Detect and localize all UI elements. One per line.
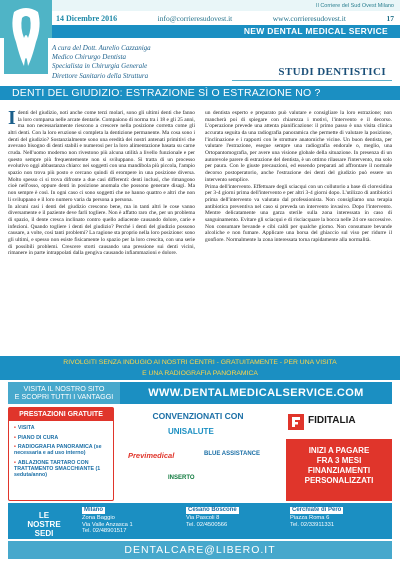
article-body — [8, 110, 392, 354]
free-services-list — [9, 421, 113, 485]
previmedical-logo: Previmedical — [128, 451, 175, 460]
location-card — [186, 507, 280, 537]
article-paragraph: Prima dell'intervento. Effettuare degli sciacqui con un collutorio a base di clorexidina per 3-4 giorni prima dell'intervento e per altri 3-4 giorni dopo. L'utilizzo di antibiotici prima dell'intervento va valutato dal professionista. Non consigliamo una terapia antibiotica preventiva nel caso si preveda un intervento invasivo. Dopo l'intervento. Mentre delicatamente una garza sterile sulla zona interessata in caso di sanguinamento. Evitare gli sciacqui e di risciacquare la bocca nelle 24 ore successive. Non consumare bevande e cibi caldi per qualche giorno. Non consumare bevande alcoliche e non fumare. Applicare una borsa del ghiaccio sul viso per ridurre il gonfiore. Normalmente la zona interessata torna rapidamente alla normalità. — [205, 183, 392, 243]
list-item-label: PIANO DI CURA — [17, 434, 59, 441]
visit-call-to-action-banner — [0, 356, 400, 380]
website-link[interactable]: WWW.DENTALMEDICALSERVICE.COM — [120, 382, 392, 404]
article-paragraph — [8, 110, 195, 203]
drop-cap: I — [8, 110, 16, 129]
article-paragraph: un dentista esperto e preparato può valutare e consigliare la loro estrazione; non mancherà poi di spiegare con chiarezza i motivi, l'intervento e il decorso. L'operazione prevede una attenta pianificazione: il primo passo è una visita clinica accurata seguita da una radiografia panoramica che permette di valutare la posizione, l'inclinazione e i rapporti con le strutture anatomiche vicine. Un buon dentista, per valutare l'estrazione, esegue sempre una radiografia endorale o, meglio, una Ortopantomografia, per avere una visione globale della situazione. In presenza di un autorevole parere di estrazione del dentista, è un ottimo rilassare l'intervento, ma solo per paura. Con le giuste precauzioni, ed essendo preparati ad affrontare il normale decorso postoperatorio, anche l'estrazione dei denti del giudizio può essere un intervento semplice. — [205, 110, 392, 183]
bullet-icon: • — [14, 459, 16, 466]
author-line: A cura del Dott. Aurelio Cazzaniga — [52, 44, 151, 52]
header-info-row — [52, 11, 400, 25]
unisalute-logo: UNISALUTE — [168, 427, 214, 436]
author-line: Direttore Sanitario della Struttura — [52, 71, 149, 80]
author-line: Medico Chirurgo Dentista — [52, 53, 127, 62]
locations-label-line: NOSTRE — [27, 520, 61, 529]
header-site: www.corrieresudovest.it — [272, 13, 346, 23]
fiditalia-logo — [286, 411, 390, 435]
locations-label-line: LE — [38, 511, 50, 520]
visit-line: E SCOPRI TUTTI I VANTAGGI — [14, 392, 114, 401]
financing-line: FRA 3 MESI — [316, 456, 362, 465]
contact-email[interactable]: DENTALCARE@LIBERO.IT — [8, 541, 392, 559]
location-name: Milano — [84, 507, 103, 513]
visit-line: VISITA IL NOSTRO SITO — [23, 384, 105, 393]
location-name: Cerchiate di Pero — [292, 507, 342, 513]
promo-area — [8, 407, 392, 503]
tooth-logo-icon — [4, 2, 48, 74]
section-band: NEW DENTAL MEDICAL SERVICE — [52, 25, 400, 38]
location-line: Zona Baggio — [82, 514, 115, 521]
bullet-icon: • — [14, 434, 16, 441]
section-divider — [232, 80, 392, 81]
issue-date: 14 Dicembre 2016 — [56, 13, 118, 23]
location-line: Via Valle Anzasca 1 — [82, 521, 133, 528]
location-name: Cesano Boscone — [188, 507, 237, 513]
list-item — [14, 444, 108, 456]
bullet-icon: • — [14, 444, 16, 450]
paragraph-text: denti del giudizio, noti anche come terzi molari, sono gli ultimi denti che fanno la loro comparsa nelle arcate dentarie. Compaiono di norma tra i 18 e gli 25 anni, ma non necessariamente riescono a crescere nella posizione corretta come gli altri denti. Con la loro eruzione si completa la dentizione permanente. Ma cosa sono i denti del giudizio? Sostanzialmente sono una eredità dei nostri antenati primitivi che avevano bisogno di denti stabili e numerosi per la loro alimentazione basata su carne cruda. Nell'uomo moderno non rivestono più alcuna utilità a livello funzionale e per questo sempre più frequentemente non si sviluppano. Si tratta di un processo evolutivo oggi abbastanza chiaro: nei soggetti con una mandibola più piccola, l'ampio spazio non trova più posto e cercano quindi di erompere in una posizione diversa. Molto spesso ci si trova difronte a due casi differenti: denti inclusi, che rimangono cioè nell'osso, oppure denti in posizione anomala che possono generare disagi. Ma non sempre è così. In ogni caso ci sono soggetti che ne hanno quattro e altri che non li sviluppano e il loro numero varia da persona a persona. — [8, 110, 195, 203]
article-column-right — [205, 110, 392, 354]
locations-label — [12, 511, 76, 538]
header-strip-right: Il Corriere del Sud Ovest Milano — [316, 2, 394, 9]
location-phone: Tel. 02/4500566 — [186, 521, 228, 528]
free-services-title: PRESTAZIONI GRATUITE — [9, 408, 113, 421]
location-card — [290, 507, 384, 537]
article-headline: DENTI DEL GIUDIZIO: ESTRAZIONE SÌ O ESTRAZIONE NO ? — [0, 86, 400, 100]
location-phone: Tel. 02/33911331 — [290, 521, 335, 528]
location-line: Via Pascoli 8 — [186, 514, 220, 521]
partner-logo: INSERTO — [168, 475, 195, 481]
page-number: 17 — [386, 13, 394, 23]
free-services-box — [8, 407, 114, 501]
fiditalia-mark-icon — [288, 414, 304, 430]
author-line: Specialista in Chirurgia Generale — [52, 62, 148, 71]
fiditalia-name: FIDITALIA — [308, 415, 356, 426]
page-header — [0, 0, 400, 38]
header-strip — [52, 0, 400, 11]
website-row — [0, 381, 400, 405]
section-title: STUDI DENTISTICI — [278, 66, 386, 78]
banner-line: RIVOLGITI SENZA INDUGIO AI NOSTRI CENTRI - GRATUITAMENTE - PER UNA VISITA — [63, 359, 337, 366]
list-item-label: ABLAZIONE TARTARO CON TRATTAMENTO SMACCHIANTE (1 seduta/anno) — [14, 459, 101, 478]
financing-line: PERSONALIZZATI — [304, 476, 374, 485]
financing-line: FINANZIAMENTI — [307, 466, 371, 475]
banner-line: E UNA RADIOGRAFIA PANORAMICA — [142, 370, 258, 377]
location-phone: Tel. 02/48901517 — [82, 528, 127, 535]
list-item-label: VISITA — [17, 425, 35, 431]
convenzioni-title: CONVENZIONATI CON — [152, 411, 244, 421]
bullet-icon: • — [14, 425, 16, 431]
list-item — [14, 435, 108, 441]
author-credits — [52, 44, 252, 81]
partner-logos — [124, 425, 276, 501]
list-item-label: RADIOGRAFIA PANORAMICA (se necessaria e ad uso interno) — [14, 444, 102, 456]
article-paragraph: In alcuni casi i denti del giudizio crescono bene, ma in tanti altri le cose vanno diversamente e il paziente deve farli togliere. Non è affatto raro che, per un problema di spazio, il dente cresca inclinato contro quello adiacente causando dolore, carie e infezioni. Quando togliere i denti del giudizio? Perché i denti del giudizio possono causare, a volte, così tanti problemi? La ragione sta proprio nella loro posizione: sono gli ultimi, e spesso non esiste fisicamente lo spazio per la loro crescita, con una serie di possibili problemi. Crescere storti causando una pressione sui denti vicini, rimanere in parte intrappolati dalla gengiva causando infiammazioni e dolore. — [8, 203, 195, 257]
list-item — [14, 425, 108, 431]
financing-line: INIZI A PAGARE — [308, 446, 370, 455]
location-line: Piazza Roma 6 — [290, 514, 330, 521]
list-item — [14, 460, 108, 478]
header-email: info@corrieresudovest.it — [157, 13, 233, 23]
blue-assistance-logo: BLUE ASSISTANCE — [204, 451, 261, 457]
article-column-left — [8, 110, 195, 354]
locations-label-line: SEDI — [34, 529, 54, 538]
location-card — [82, 507, 176, 537]
locations-band — [8, 503, 392, 539]
visit-site-label — [8, 382, 120, 404]
financing-box — [286, 439, 392, 501]
